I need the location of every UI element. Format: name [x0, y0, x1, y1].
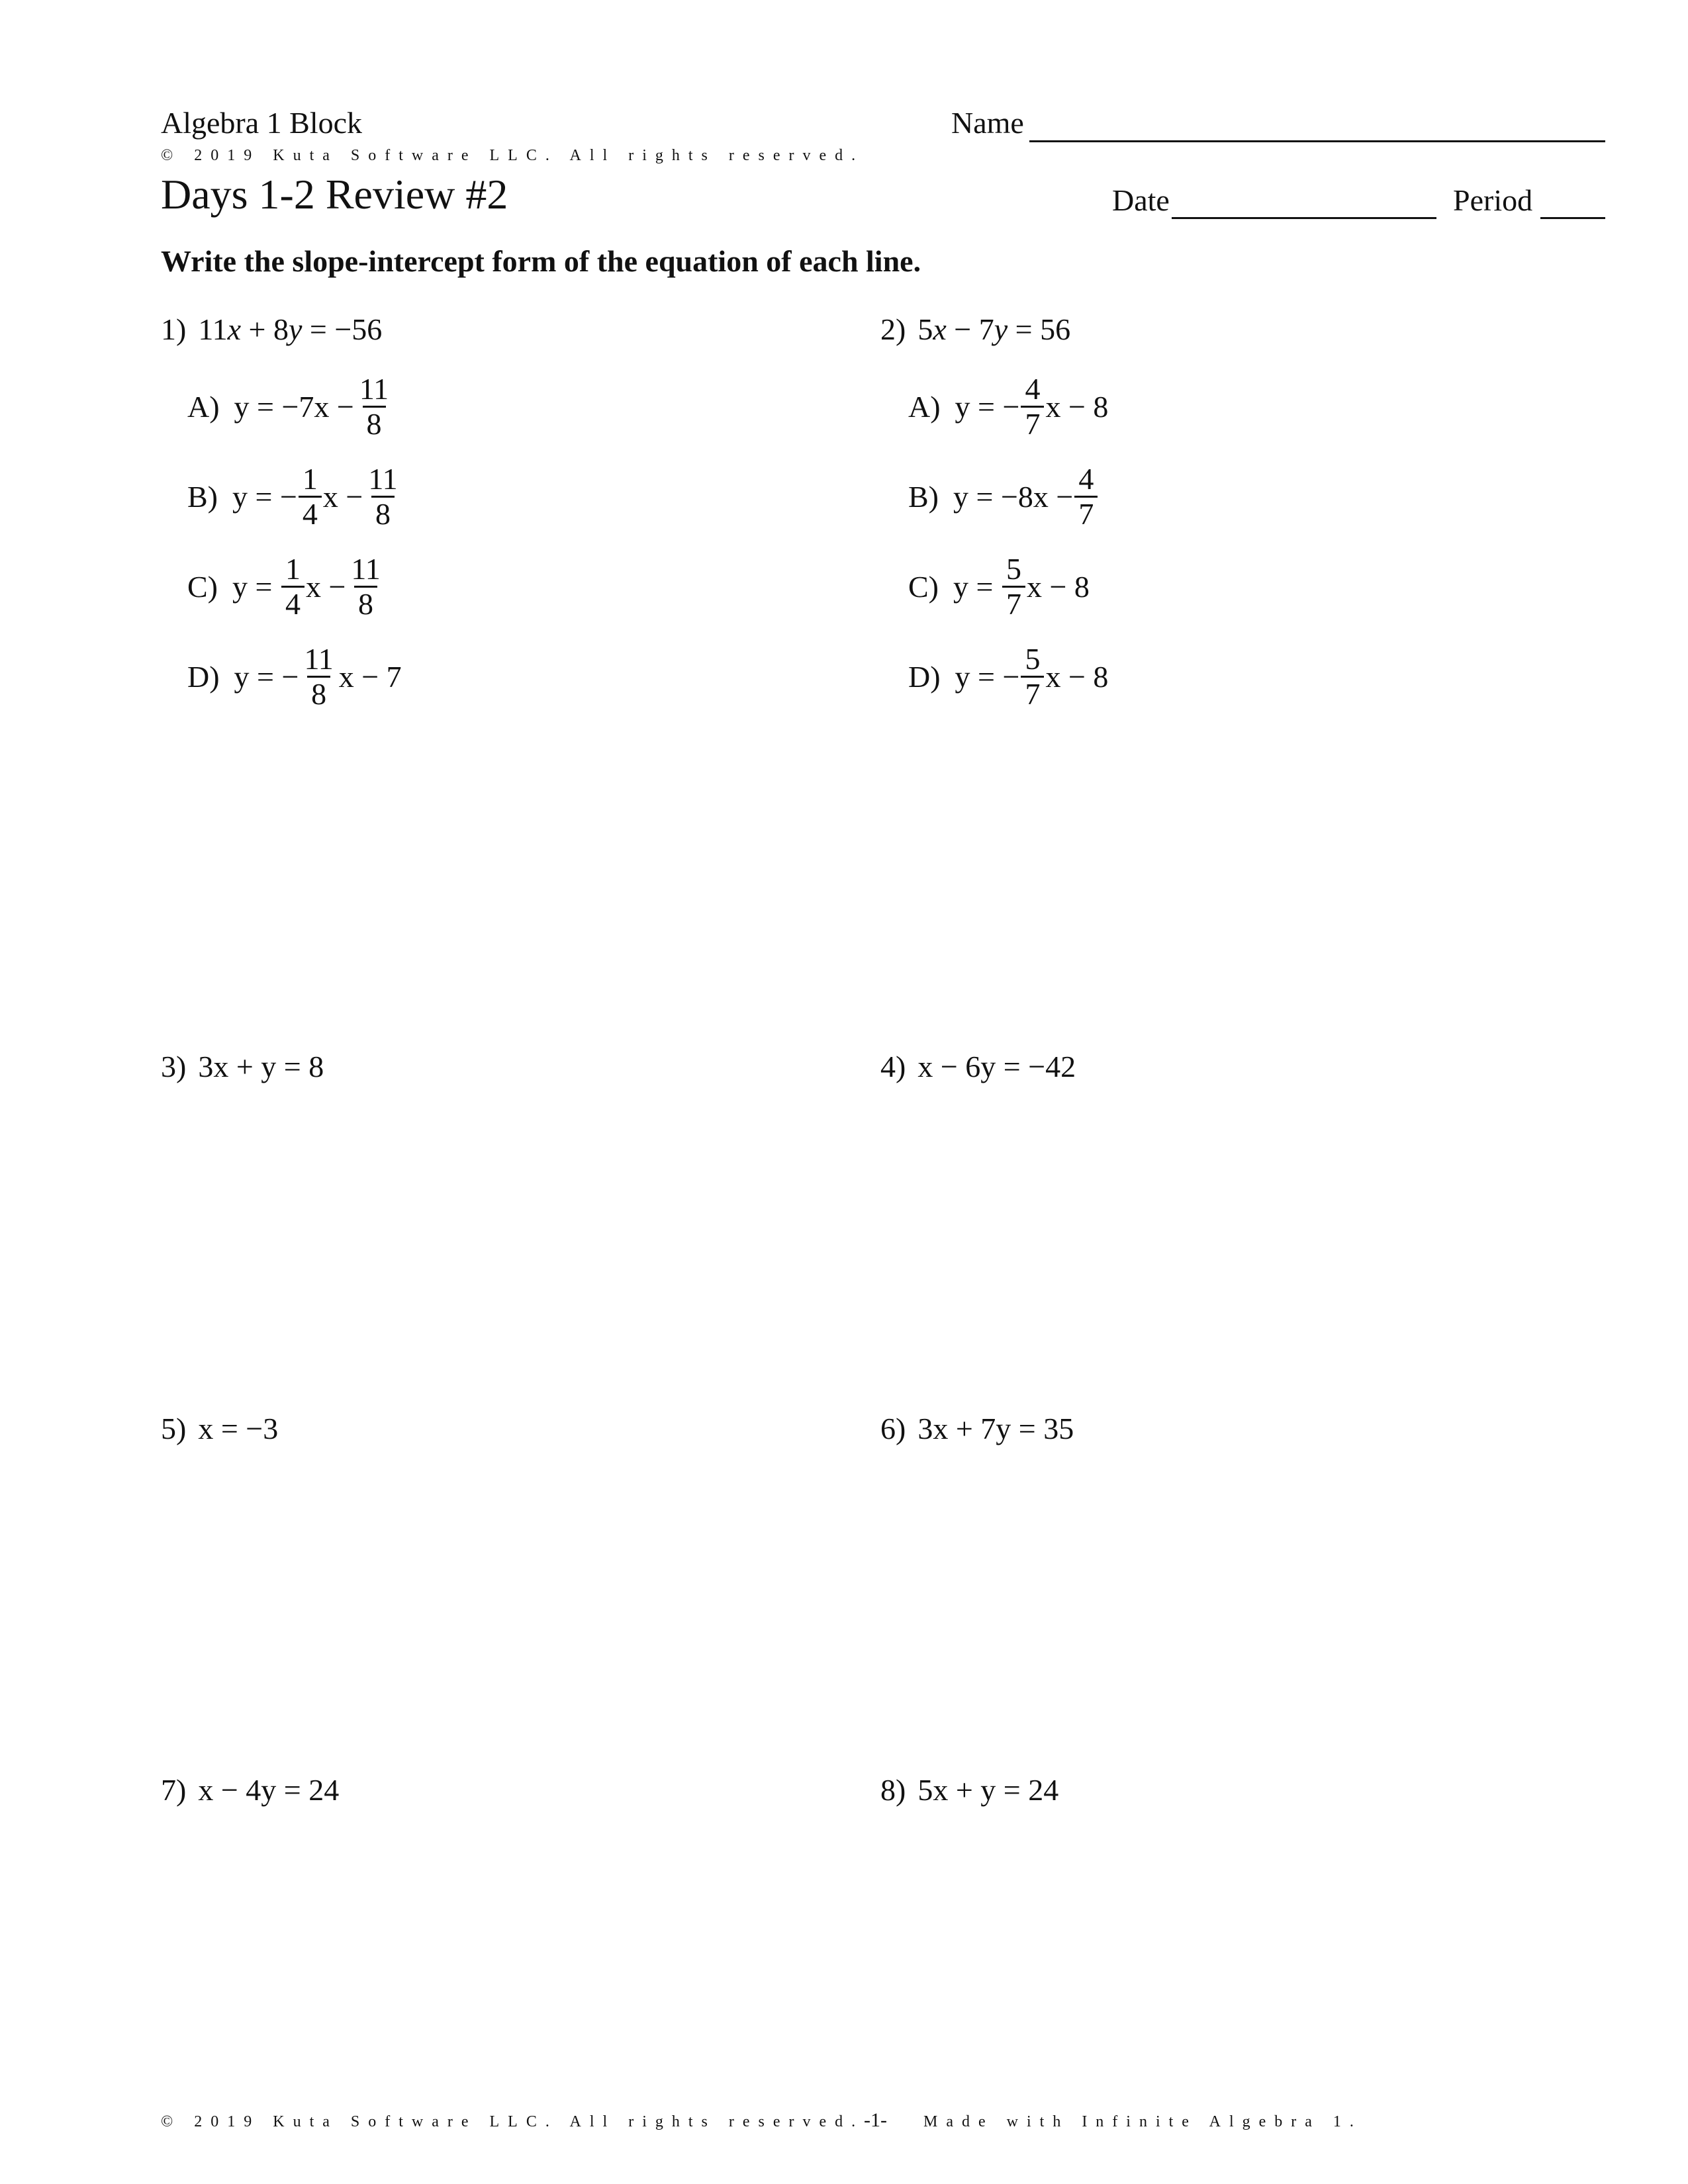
equation-rhs: = −56 — [302, 312, 383, 346]
choice-expr: x − — [322, 479, 363, 514]
fraction — [299, 463, 322, 531]
choice-expr: y = − — [955, 389, 1020, 424]
fraction-numerator: 1 — [285, 551, 301, 586]
problem-1 — [161, 311, 382, 348]
equation: x = −3 — [198, 1412, 279, 1445]
fraction-denominator: 4 — [299, 496, 322, 531]
choice-letter: A) — [187, 389, 220, 424]
fraction — [300, 643, 337, 711]
choice-1a[interactable] — [187, 368, 394, 445]
choice-expr: y = — [953, 569, 1001, 604]
equation-term: − 7 — [946, 312, 994, 346]
fraction-denominator: 7 — [1021, 406, 1044, 441]
problem-number: 8) — [880, 1773, 906, 1807]
fraction-numerator: 4 — [1025, 371, 1041, 406]
fraction — [1074, 463, 1098, 531]
choice-letter: B) — [187, 479, 218, 514]
choice-2d[interactable] — [908, 638, 1108, 715]
fraction-denominator: 7 — [1074, 496, 1098, 531]
problem-number: 4) — [880, 1050, 906, 1083]
fraction — [1021, 643, 1044, 711]
fraction-numerator: 11 — [368, 461, 398, 496]
problem-number: 5) — [161, 1412, 187, 1445]
equation: 3x + 7y = 35 — [917, 1412, 1074, 1445]
equation-var: y — [289, 312, 303, 346]
fraction-numerator: 5 — [1025, 641, 1041, 676]
fraction-numerator: 4 — [1078, 461, 1094, 496]
equation: x − 4y = 24 — [198, 1773, 340, 1807]
choice-1c[interactable] — [187, 548, 386, 625]
choice-expr: y = −8x − — [953, 479, 1074, 514]
fraction-numerator: 1 — [302, 461, 318, 496]
problem-8 — [880, 1772, 1058, 1809]
choice-letter: B) — [908, 479, 939, 514]
choice-1b[interactable] — [187, 458, 403, 535]
choice-letter: D) — [187, 659, 220, 694]
fraction-denominator: 7 — [1021, 676, 1044, 711]
equation-var: x — [227, 312, 242, 346]
choice-expr: x − 8 — [1045, 659, 1109, 694]
period-blank-line[interactable] — [1540, 217, 1605, 219]
choice-letter: C) — [187, 569, 218, 604]
choice-1d[interactable] — [187, 638, 402, 715]
footer-made-with: Made with Infinite Algebra 1. — [923, 2113, 1362, 2130]
problem-7 — [161, 1772, 339, 1809]
fraction-numerator: 5 — [1006, 551, 1021, 586]
choice-expr: x − 7 — [338, 659, 402, 694]
problem-number: 3) — [161, 1050, 187, 1083]
problem-3 — [161, 1048, 324, 1085]
choice-expr: y = — [232, 569, 280, 604]
equation-rhs: = 56 — [1008, 312, 1071, 346]
worksheet-title: Days 1-2 Review #2 — [161, 171, 508, 218]
problem-2 — [880, 311, 1070, 348]
equation: 5x + y = 24 — [917, 1773, 1059, 1807]
fraction-denominator: 8 — [354, 586, 377, 621]
choice-letter: A) — [908, 389, 941, 424]
fraction — [281, 553, 305, 621]
equation-term: 11 — [198, 312, 228, 346]
problem-number: 1) — [161, 312, 187, 346]
period-label: Period — [1453, 183, 1533, 217]
equation-term: + 8 — [241, 312, 289, 346]
choice-2c[interactable] — [908, 548, 1090, 625]
fraction-denominator: 4 — [281, 586, 305, 621]
choice-expr: x − 8 — [1026, 569, 1090, 604]
choice-expr: y = − — [955, 659, 1020, 694]
choice-letter: D) — [908, 659, 941, 694]
footer-copyright: © 2019 Kuta Software LLC. All rights reserved. — [161, 2113, 865, 2130]
instructions: Write the slope-intercept form of the equation of each line. — [161, 244, 921, 278]
choice-expr: x − — [305, 569, 346, 604]
equation: x − 6y = −42 — [917, 1050, 1076, 1083]
name-label: Name — [951, 106, 1024, 140]
date-label: Date — [1112, 183, 1170, 217]
fraction-denominator: 8 — [363, 406, 386, 441]
page-number: -1- — [864, 2109, 887, 2131]
fraction-numerator: 11 — [304, 641, 334, 676]
equation-term: 5 — [917, 312, 933, 346]
problem-number: 2) — [880, 312, 906, 346]
equation-var: y — [994, 312, 1008, 346]
problem-number: 6) — [880, 1412, 906, 1445]
fraction-numerator: 11 — [351, 551, 381, 586]
problem-4 — [880, 1048, 1076, 1085]
fraction — [347, 553, 384, 621]
choice-2b[interactable] — [908, 458, 1099, 535]
fraction-numerator: 11 — [359, 371, 389, 406]
choice-expr: y = −7x − — [234, 389, 354, 424]
name-blank-line[interactable] — [1029, 140, 1605, 142]
problem-5 — [161, 1410, 278, 1447]
choice-expr: x − 8 — [1045, 389, 1109, 424]
fraction-denominator: 7 — [1002, 586, 1025, 621]
date-blank-line[interactable] — [1172, 217, 1436, 219]
course-name: Algebra 1 Block — [161, 106, 363, 140]
equation: 3x + y = 8 — [198, 1050, 324, 1083]
choice-expr: y = − — [234, 659, 299, 694]
fraction — [1021, 373, 1044, 441]
problem-6 — [880, 1410, 1074, 1447]
fraction — [355, 373, 393, 441]
fraction — [364, 463, 401, 531]
choice-letter: C) — [908, 569, 939, 604]
header-copyright: © 2019 Kuta Software LLC. All rights reserved. — [161, 147, 865, 164]
fraction-denominator: 8 — [307, 676, 330, 711]
problem-number: 7) — [161, 1773, 187, 1807]
fraction-denominator: 8 — [371, 496, 395, 531]
choice-expr: y = − — [232, 479, 297, 514]
fraction — [1002, 553, 1025, 621]
equation-var: x — [933, 312, 947, 346]
choice-2a[interactable] — [908, 368, 1108, 445]
